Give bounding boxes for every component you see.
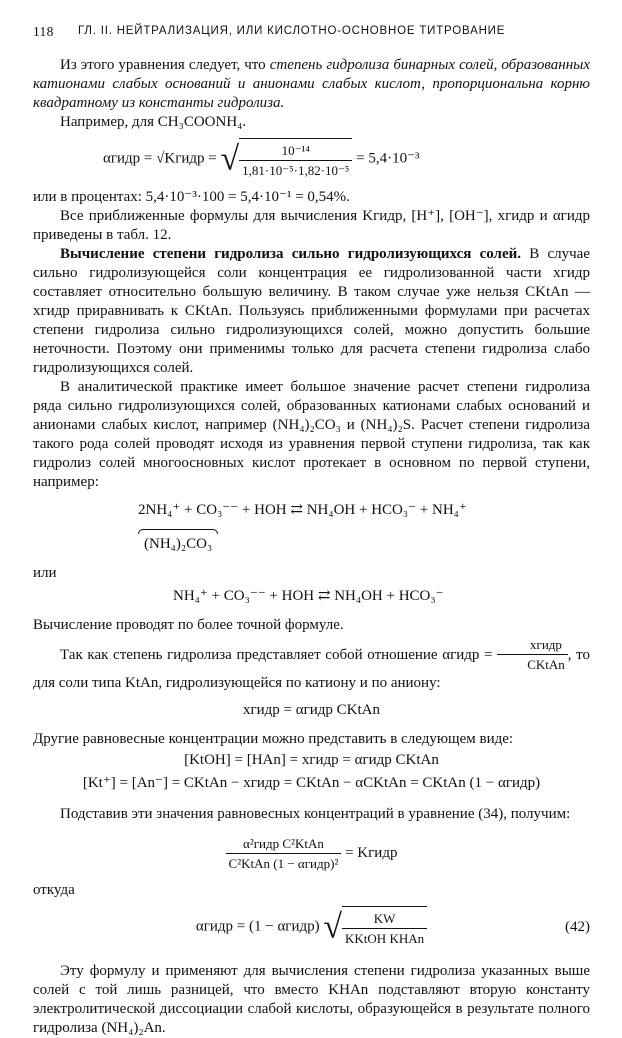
underbrace <box>138 529 218 534</box>
equation-number: (42) <box>565 919 590 935</box>
paragraph-ratio: Так как степень гидролиза представляет собой отношение αгидр = $\frac{\text{xгидр}}{\text{CKtAn}}$ , то для соли типа KtAn, гидролизующейся по катиону и по аниону: <box>33 637 591 691</box>
paragraph-whence: откуда <box>33 882 75 898</box>
equation-x-hydrolysis: xгидр = αгидр CKtAn <box>242 702 381 718</box>
underbrace-label: (NH₄)₂CO₃ <box>144 536 213 552</box>
page-number: 118 <box>33 24 54 39</box>
paragraph-percent: или в процентах: 5,4·10⁻³·100 = 5,4·10⁻¹ = 0,54%. <box>33 189 350 205</box>
eq1-numerator: 10⁻¹⁴ <box>239 141 352 161</box>
equation-kt-an: [Kt⁺] = [An⁻] = CKtAn − xгидр = CKtAn − αCKtAn = CKtAn (1 − αгидр) <box>82 775 541 791</box>
equation-first-stage-alt: NH₄⁺ + CO₃⁻⁻ + HOH ⇄ NH₄OH + HCO₃⁻ <box>173 588 444 604</box>
section-heading: Вычисление степени гидролиза сильно гидролизующихся солей. <box>60 246 521 262</box>
running-header <box>33 22 590 42</box>
paragraph-table-ref: Все приближенные формулы для вычисления Kгидр, [H⁺], [OH⁻], xгидр и αгидр приведены в табл. 12. <box>33 208 590 243</box>
equation-first-stage: 2NH₄⁺ + CO₃⁻⁻ + HOH ⇄ NH₄OH + HCO₃⁻ + NH₄⁺ (NH₄)₂CO₃ <box>138 502 467 552</box>
chapter-title: ГЛ. II. НЕЙТРАЛИЗАЦИЯ, ИЛИ КИСЛОТНО-ОСНОВНОЕ ТИТРОВАНИЕ <box>78 25 506 37</box>
paragraph-or: или <box>33 565 57 581</box>
paragraph-substitute: Подставив эти значения равновесных концентраций в уравнение (34), получим: <box>60 806 571 822</box>
paragraph-final: Эту формулу и применяют для вычисления степени гидролиза указанных выше солей с той лишь разницей, что вместо KHAn подставляют вторую константу электролитической диссоциации слабой кислоты, образующейся в результате полного гидролиза (NH₄)₂An. <box>33 963 590 1036</box>
page <box>33 22 590 1038</box>
paragraph-example: Например, для CH₃COONH₄. <box>60 114 247 130</box>
paragraph-strong-hydrolysis: Вычисление степени гидролиза сильно гидролизующихся солей. В случае сильно гидролизующейся соли концентрация ее гидролизованной части xгидр составляет относительно большую величину. В таком случае уже нельзя CKtAn — xгидр приравнивать к CKtAn. Пользуясь приближенными формулами при расчетах степени гидролиза сильно гидролизующихся солей, можно допустить большие неточности. Поэтому они применимы только для расчета степени гидролиза слабо гидролизующихся солей. <box>33 246 590 376</box>
eq1-denominator: 1,81·10⁻⁵·1,82·10⁻⁵ <box>242 163 350 178</box>
paragraph-conclusion: Из этого уравнения следует, что степень гидролиза бинарных солей, образованных катионами слабых оснований и анионами слабых кислот, пропорциональна корню квадратному из константы гидролиза. <box>33 57 590 111</box>
equation-ktoh-han: [KtOH] = [HAn] = xгидр = αгидр CKtAn <box>184 752 439 768</box>
equation-42: αгидр = (1 − αгидр) √ $\frac{KW}{\text{KKtOH KHAn}}$ (42) <box>33 906 590 948</box>
paragraph-analytical-practice: В аналитической практике имеет большое значение расчет степени гидролиза ряда сильно гидролизующихся солей, образованных катионами слабых оснований и анионами слабых кислот, например (NH₄)₂CO₃ и (NH₄)₂S. Расчет степени гидролиза такого рода солей проводят исходя из уравнения первой ступени гидролиза, так как гидролиз солей многоосновных кислот протекает в основном по первой ступени, например: <box>33 379 590 490</box>
paragraph-precise: Вычисление проводят по более точной формуле. <box>33 617 344 633</box>
equation-hydrolysis-degree-example: αгидр = √Kгидр = √ $\frac{\text{10⁻¹⁴}}{\text{1,81·10⁻⁵·1,82·10⁻⁵}}$ = 5,4·10⁻³ <box>103 138 590 180</box>
paragraph-equilibrium: Другие равновесные концентрации можно представить в следующем виде: <box>33 731 514 747</box>
equation-khydr: $\frac{\text{α²гидр C²KtAn}}{\text{C²KtAn (1 − αгидр)²}}$ = Kгидр <box>33 834 590 873</box>
